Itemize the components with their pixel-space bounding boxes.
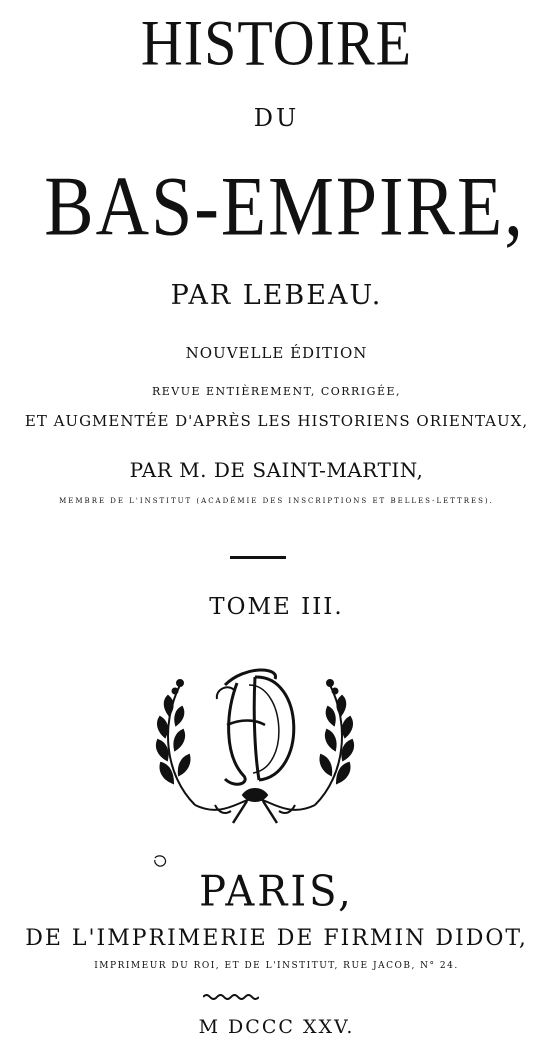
imprint-city: PARIS, — [199, 867, 354, 917]
wavy-rule-icon — [203, 993, 259, 1001]
title-line-bas-empire: BAS-EMPIRE, — [44, 159, 525, 255]
editor-affiliation: MEMBRE DE L'INSTITUT (ACADÉMIE DES INSCRIPTIONS ET BELLES-LETTRES). — [59, 497, 494, 505]
editor-line: PAR M. DE SAINT-MARTIN, — [129, 458, 424, 482]
imprint-printer: DE L'IMPRIMERIE DE FIRMIN DIDOT, — [25, 926, 528, 951]
revision-line: REVUE ENTIÈREMENT, CORRIGÉE, — [151, 385, 402, 398]
printer-monogram-wreath-icon — [155, 655, 355, 830]
stray-mark-icon — [151, 852, 169, 870]
edition-line: NOUVELLE ÉDITION — [185, 344, 368, 362]
divider-rule — [230, 556, 286, 559]
augmentation-line: ET AUGMENTÉE D'APRÈS LES HISTORIENS ORIENTAUX, — [24, 412, 529, 430]
imprint-year: M DCCC XXV. — [198, 1016, 355, 1038]
title-line-histoire: HISTOIRE — [140, 6, 413, 79]
imprint-address: IMPRIMEUR DU ROI, ET DE L'INSTITUT, RUE JACOB, N° 24. — [94, 961, 459, 971]
author-line: PAR LEBEAU. — [170, 280, 383, 311]
volume-line: TOME III. — [209, 594, 344, 620]
title-line-du: DU — [253, 104, 300, 132]
